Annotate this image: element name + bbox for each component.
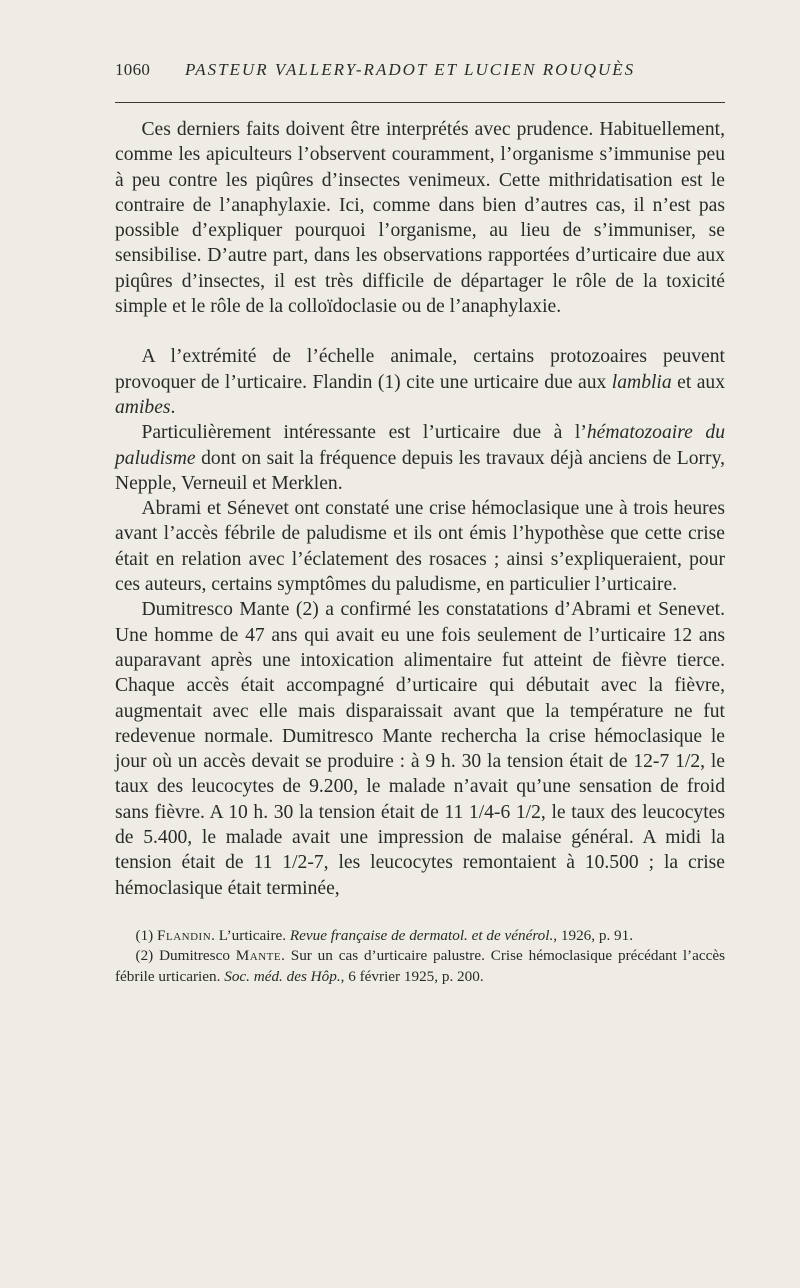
italic-lamblia: lamblia — [611, 371, 672, 393]
text-run: . L’urticaire. — [211, 926, 290, 944]
author-name: Mante — [235, 947, 282, 965]
text-run: , 6 février 1925, p. 200. — [340, 967, 484, 985]
italic-hematozoaire: hématozoaire du paludisme — [115, 422, 725, 469]
paragraph-abrami: Abrami et Sénevet ont constaté une crise hémoclasique une à trois heures avant l’accès fébrile de paludisme et ils ont émis l’hypothèse que cette crise était en relation avec l’éclatement des rosaces ; ainsi s’expliqueraient, pour ces auteurs, certains symptômes du paludisme, en particulier l’urticaire. — [115, 498, 725, 596]
journal-title: Soc. méd. des Hôp. — [224, 967, 341, 985]
text-run: Particulièrement intéressante est l’urticaire due à l’ — [141, 422, 587, 444]
text-run: (2) Dumitresco — [135, 947, 236, 965]
italic-amibes: amibes — [115, 396, 171, 418]
running-header — [115, 60, 725, 80]
author-name: Flandin — [157, 926, 212, 944]
page-number: 1060 — [115, 60, 151, 79]
text-run: dont on sait la fréquence depuis les travaux déjà anciens de Lorry, Nepple, Verneuil et Merklen. — [115, 447, 725, 494]
paragraph-protozoaires — [115, 344, 725, 420]
footnotes — [115, 926, 725, 987]
paragraph-apiculteurs: Ces derniers faits doivent être interprétés avec prudence. Habituellement, comme les apiculteurs l’observent couramment, l’organisme s’immunise peu à peu contre les piqûres d’insectes venimeux. Cette mithridatisation est le contraire de l’anaphylaxie. Ici, comme dans bien d’autres cas, il n’est pas possible d’expliquer pourquoi l’organisme, au lieu de s’immuniser, se sensibilise. D’autre part, dans les observations rapportées d’urticaire due aux piqûres d’insectes, il est très difficile de départager le rôle de la toxicité simple et le rôle de la colloïdoclasie ou de l’anaphylaxie. — [115, 119, 725, 318]
text-run: A l’extrémité de l’échelle animale, certains protozoaires peuvent provoquer de l’urticaire. Flandin (1) cite une urticaire due aux — [115, 346, 725, 393]
footnote-1 — [115, 926, 725, 946]
text-run: , 1926, p. 91. — [553, 926, 634, 944]
text-run: et aux — [671, 371, 726, 393]
journal-title: Revue française de dermatol. et de vénérol. — [289, 926, 554, 944]
footnote-2 — [115, 946, 725, 987]
paragraph-dumitresco: Dumitresco Mante (2) a confirmé les constatations d’Abrami et Senevet. Une homme de 47 ans qui avait eu une fois seulement de l’urticaire 12 ans auparavant après une intoxication alimentaire fut atteint de fièvre tierce. Chaque accès était accompagné d’urticaire qui débutait avec la fièvre, augmentait avec elle mais disparaissait avant que la température ne fut redevenue normale. Dumitresco Mante rechercha la crise hémoclasique le jour où un accès devait se produire : à 9 h. 30 la tension était de 12-7 1/2, le taux des leucocytes de 9.200, le malade n’avait qu’une sensation de froid sans fièvre. A 10 h. 30 la tension était de 11 1/4-6 1/2, le taux des leucocytes de 5.400, le malade avait une impression de malaise général. A midi la tension était de 11 1/2-7, les leucocytes remontaient à 10.500 ; la crise hémoclasique était terminée, — [115, 599, 725, 899]
paragraph-paludisme — [115, 420, 725, 496]
text-run: . Sur un cas d’urticaire palustre. Crise hémoclasique précédant l’accès fébrile urticarien. — [115, 947, 725, 985]
text-run: (1) — [135, 926, 158, 944]
body-text — [115, 117, 725, 901]
header-rule — [115, 102, 725, 103]
text-run: . — [170, 396, 176, 418]
running-title: PASTEUR VALLERY-RADOT ET LUCIEN ROUQUÈS — [185, 60, 636, 79]
